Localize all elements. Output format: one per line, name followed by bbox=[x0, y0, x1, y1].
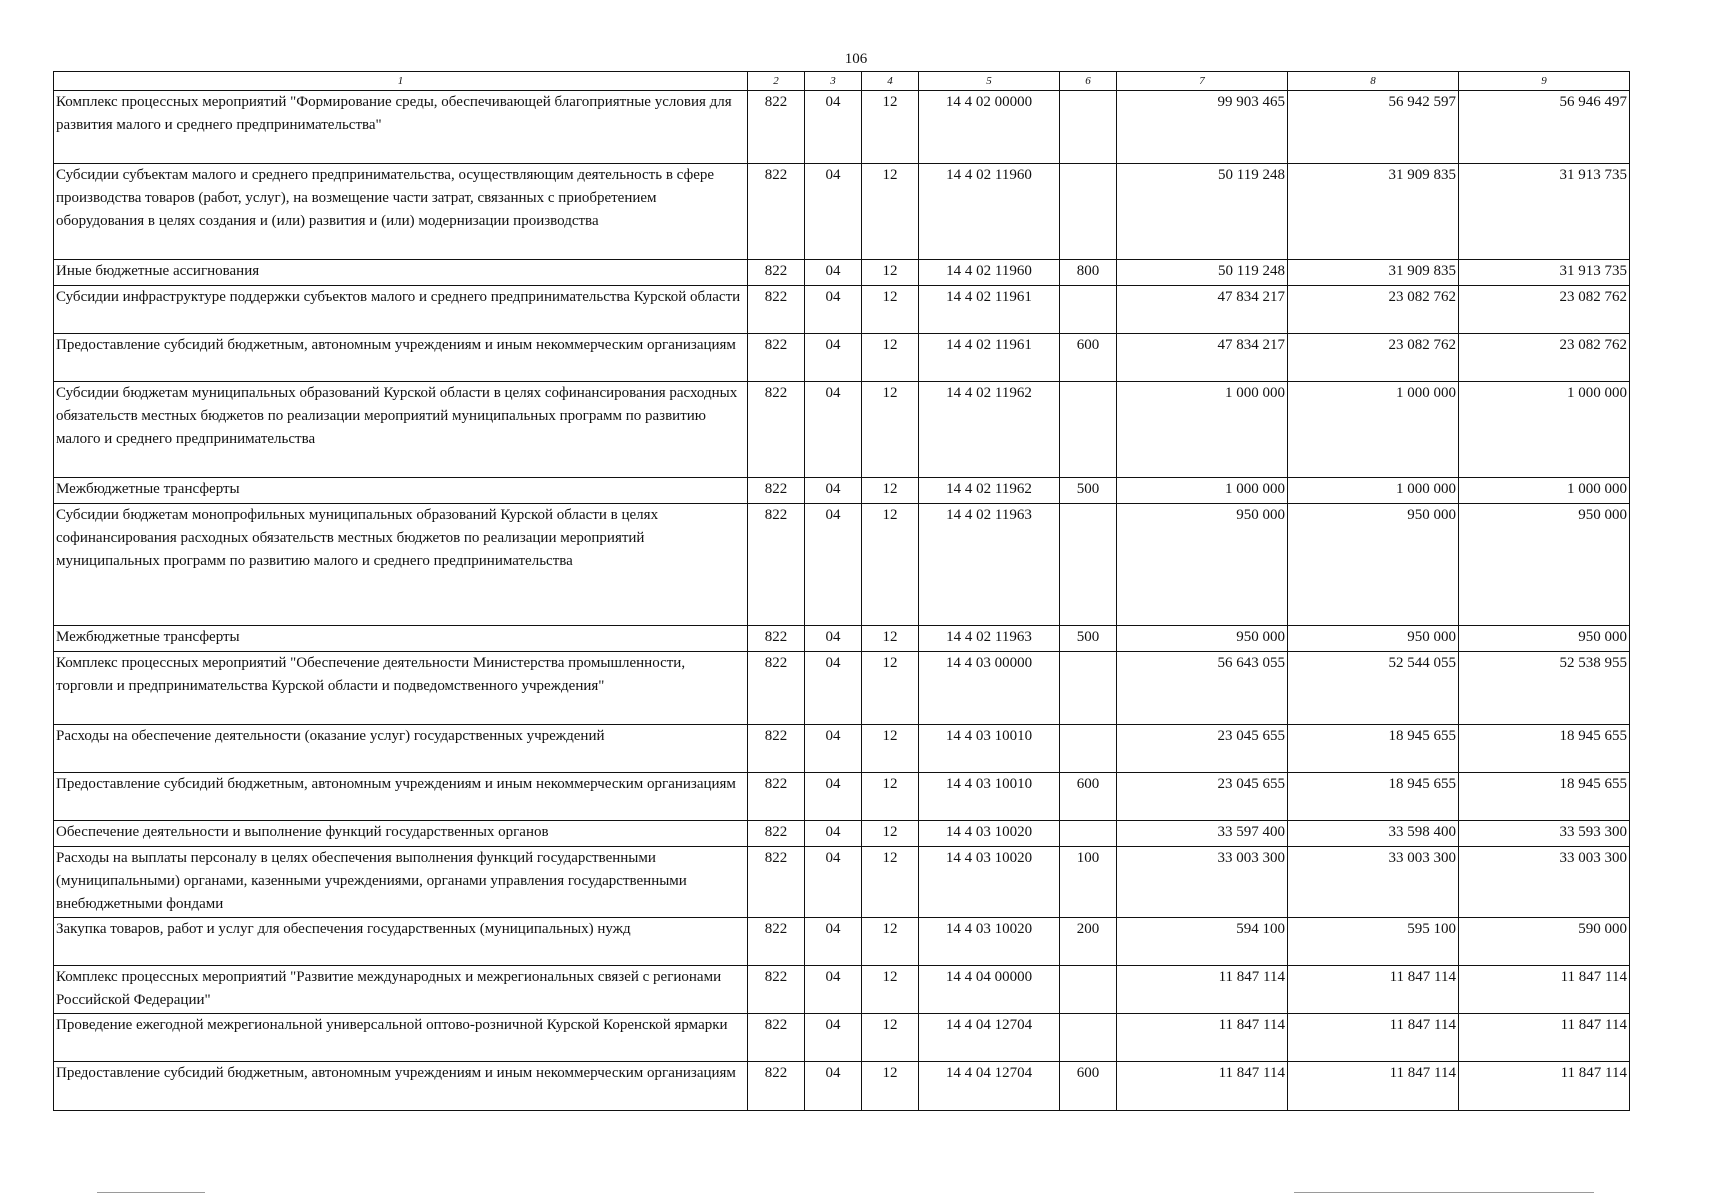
amount-col-8: 31 909 835 bbox=[1288, 164, 1459, 260]
section-code: 04 bbox=[805, 91, 862, 164]
table-row bbox=[54, 504, 1630, 626]
amount-col-8: 11 847 114 bbox=[1288, 1062, 1459, 1111]
amount-col-8: 23 082 762 bbox=[1288, 334, 1459, 382]
amount-col-8: 11 847 114 bbox=[1288, 1014, 1459, 1062]
column-number: 9 bbox=[1459, 72, 1630, 91]
amount-col-8: 11 847 114 bbox=[1288, 966, 1459, 1014]
amount-col-9: 18 945 655 bbox=[1459, 725, 1630, 773]
subsection-code: 12 bbox=[862, 91, 919, 164]
expense-type-code: 100 bbox=[1060, 847, 1117, 918]
subsection-code: 12 bbox=[862, 260, 919, 286]
amount-col-9: 950 000 bbox=[1459, 504, 1630, 626]
expense-type-code bbox=[1060, 725, 1117, 773]
ministry-code: 822 bbox=[748, 725, 805, 773]
row-description: Расходы на выплаты персоналу в целях обеспечения выполнения функций государственными (муниципальными) органами, казенными учреждениями, органами управления государственными внебюджетными фондами bbox=[54, 847, 748, 918]
amount-col-7: 11 847 114 bbox=[1117, 966, 1288, 1014]
table-row bbox=[54, 918, 1630, 966]
section-code: 04 bbox=[805, 966, 862, 1014]
row-description: Проведение ежегодной межрегиональной универсальной оптово-розничной Курской Коренской ярмарки bbox=[54, 1014, 748, 1062]
subsection-code: 12 bbox=[862, 286, 919, 334]
section-code: 04 bbox=[805, 1014, 862, 1062]
amount-col-7: 99 903 465 bbox=[1117, 91, 1288, 164]
ministry-code: 822 bbox=[748, 966, 805, 1014]
amount-col-7: 33 003 300 bbox=[1117, 847, 1288, 918]
expense-type-code: 800 bbox=[1060, 260, 1117, 286]
amount-col-7: 594 100 bbox=[1117, 918, 1288, 966]
amount-col-7: 23 045 655 bbox=[1117, 773, 1288, 821]
subsection-code: 12 bbox=[862, 1014, 919, 1062]
target-article-code: 14 4 04 00000 bbox=[919, 966, 1060, 1014]
section-code: 04 bbox=[805, 821, 862, 847]
expense-type-code bbox=[1060, 966, 1117, 1014]
subsection-code: 12 bbox=[862, 966, 919, 1014]
expense-type-code: 600 bbox=[1060, 773, 1117, 821]
target-article-code: 14 4 04 12704 bbox=[919, 1062, 1060, 1111]
section-code: 04 bbox=[805, 652, 862, 725]
amount-col-7: 56 643 055 bbox=[1117, 652, 1288, 725]
section-code: 04 bbox=[805, 1062, 862, 1111]
amount-col-9: 56 946 497 bbox=[1459, 91, 1630, 164]
section-code: 04 bbox=[805, 260, 862, 286]
expense-type-code bbox=[1060, 652, 1117, 725]
ministry-code: 822 bbox=[748, 773, 805, 821]
amount-col-9: 18 945 655 bbox=[1459, 773, 1630, 821]
expense-type-code bbox=[1060, 164, 1117, 260]
target-article-code: 14 4 02 11960 bbox=[919, 164, 1060, 260]
amount-col-8: 33 003 300 bbox=[1288, 847, 1459, 918]
amount-col-8: 950 000 bbox=[1288, 504, 1459, 626]
table-row bbox=[54, 334, 1630, 382]
amount-col-7: 47 834 217 bbox=[1117, 334, 1288, 382]
subsection-code: 12 bbox=[862, 504, 919, 626]
table-row bbox=[54, 382, 1630, 478]
amount-col-8: 52 544 055 bbox=[1288, 652, 1459, 725]
section-code: 04 bbox=[805, 504, 862, 626]
target-article-code: 14 4 03 00000 bbox=[919, 652, 1060, 725]
table-row bbox=[54, 652, 1630, 725]
subsection-code: 12 bbox=[862, 847, 919, 918]
amount-col-7: 11 847 114 bbox=[1117, 1062, 1288, 1111]
budget-table bbox=[53, 71, 1630, 1111]
subsection-code: 12 bbox=[862, 334, 919, 382]
table-row bbox=[54, 725, 1630, 773]
amount-col-9: 11 847 114 bbox=[1459, 1014, 1630, 1062]
amount-col-9: 23 082 762 bbox=[1459, 286, 1630, 334]
amount-col-9: 1 000 000 bbox=[1459, 382, 1630, 478]
amount-col-7: 11 847 114 bbox=[1117, 1014, 1288, 1062]
amount-col-8: 18 945 655 bbox=[1288, 725, 1459, 773]
amount-col-8: 56 942 597 bbox=[1288, 91, 1459, 164]
amount-col-8: 23 082 762 bbox=[1288, 286, 1459, 334]
amount-col-8: 31 909 835 bbox=[1288, 260, 1459, 286]
table-row bbox=[54, 847, 1630, 918]
target-article-code: 14 4 03 10010 bbox=[919, 725, 1060, 773]
ministry-code: 822 bbox=[748, 821, 805, 847]
amount-col-8: 33 598 400 bbox=[1288, 821, 1459, 847]
column-number: 8 bbox=[1288, 72, 1459, 91]
column-number: 1 bbox=[54, 72, 748, 91]
amount-col-9: 33 593 300 bbox=[1459, 821, 1630, 847]
expense-type-code bbox=[1060, 821, 1117, 847]
subsection-code: 12 bbox=[862, 626, 919, 652]
expense-type-code bbox=[1060, 504, 1117, 626]
amount-col-8: 18 945 655 bbox=[1288, 773, 1459, 821]
row-description: Комплекс процессных мероприятий "Формирование среды, обеспечивающей благоприятные условия для развития малого и среднего предпринимательства" bbox=[54, 91, 748, 164]
ministry-code: 822 bbox=[748, 1062, 805, 1111]
table-row bbox=[54, 773, 1630, 821]
table-row bbox=[54, 91, 1630, 164]
row-description: Расходы на обеспечение деятельности (оказание услуг) государственных учреждений bbox=[54, 725, 748, 773]
amount-col-9: 31 913 735 bbox=[1459, 260, 1630, 286]
target-article-code: 14 4 02 11962 bbox=[919, 478, 1060, 504]
amount-col-8: 1 000 000 bbox=[1288, 478, 1459, 504]
amount-col-7: 950 000 bbox=[1117, 504, 1288, 626]
column-number: 6 bbox=[1060, 72, 1117, 91]
ministry-code: 822 bbox=[748, 260, 805, 286]
row-description: Предоставление субсидий бюджетным, автономным учреждениям и иным некоммерческим организациям bbox=[54, 1062, 748, 1111]
column-number: 2 bbox=[748, 72, 805, 91]
row-description: Предоставление субсидий бюджетным, автономным учреждениям и иным некоммерческим организациям bbox=[54, 773, 748, 821]
ministry-code: 822 bbox=[748, 382, 805, 478]
amount-col-8: 595 100 bbox=[1288, 918, 1459, 966]
target-article-code: 14 4 02 11961 bbox=[919, 334, 1060, 382]
row-description: Комплекс процессных мероприятий "Обеспечение деятельности Министерства промышленности, торговли и предпринимательства Курской области и подведомственного учреждения" bbox=[54, 652, 748, 725]
target-article-code: 14 4 03 10020 bbox=[919, 918, 1060, 966]
column-number: 3 bbox=[805, 72, 862, 91]
row-description: Межбюджетные трансферты bbox=[54, 626, 748, 652]
amount-col-7: 50 119 248 bbox=[1117, 164, 1288, 260]
row-description: Субсидии инфраструктуре поддержки субъектов малого и среднего предпринимательства Курской области bbox=[54, 286, 748, 334]
amount-col-7: 50 119 248 bbox=[1117, 260, 1288, 286]
amount-col-8: 950 000 bbox=[1288, 626, 1459, 652]
table-row bbox=[54, 286, 1630, 334]
target-article-code: 14 4 02 11961 bbox=[919, 286, 1060, 334]
section-code: 04 bbox=[805, 286, 862, 334]
amount-col-7: 47 834 217 bbox=[1117, 286, 1288, 334]
column-number: 7 bbox=[1117, 72, 1288, 91]
target-article-code: 14 4 02 11960 bbox=[919, 260, 1060, 286]
table-row bbox=[54, 1062, 1630, 1111]
target-article-code: 14 4 04 12704 bbox=[919, 1014, 1060, 1062]
amount-col-9: 52 538 955 bbox=[1459, 652, 1630, 725]
amount-col-9: 31 913 735 bbox=[1459, 164, 1630, 260]
table-row bbox=[54, 966, 1630, 1014]
subsection-code: 12 bbox=[862, 164, 919, 260]
target-article-code: 14 4 03 10020 bbox=[919, 821, 1060, 847]
expense-type-code: 200 bbox=[1060, 918, 1117, 966]
table-row bbox=[54, 821, 1630, 847]
amount-col-9: 23 082 762 bbox=[1459, 334, 1630, 382]
row-description: Закупка товаров, работ и услуг для обеспечения государственных (муниципальных) нужд bbox=[54, 918, 748, 966]
ministry-code: 822 bbox=[748, 164, 805, 260]
row-description: Предоставление субсидий бюджетным, автономным учреждениям и иным некоммерческим организациям bbox=[54, 334, 748, 382]
ministry-code: 822 bbox=[748, 847, 805, 918]
expense-type-code: 600 bbox=[1060, 334, 1117, 382]
expense-type-code: 600 bbox=[1060, 1062, 1117, 1111]
amount-col-7: 23 045 655 bbox=[1117, 725, 1288, 773]
row-description: Комплекс процессных мероприятий "Развитие международных и межрегиональных связей с регионами Российской Федерации" bbox=[54, 966, 748, 1014]
expense-type-code bbox=[1060, 91, 1117, 164]
target-article-code: 14 4 02 00000 bbox=[919, 91, 1060, 164]
amount-col-9: 11 847 114 bbox=[1459, 1062, 1630, 1111]
footer-rule-right bbox=[1294, 1192, 1594, 1193]
table-row bbox=[54, 260, 1630, 286]
subsection-code: 12 bbox=[862, 725, 919, 773]
subsection-code: 12 bbox=[862, 1062, 919, 1111]
amount-col-9: 950 000 bbox=[1459, 626, 1630, 652]
subsection-code: 12 bbox=[862, 773, 919, 821]
row-description: Межбюджетные трансферты bbox=[54, 478, 748, 504]
row-description: Субсидии субъектам малого и среднего предпринимательства, осуществляющим деятельность в сфере производства товаров (работ, услуг), на возмещение части затрат, связанных с приобретением оборудования в целях создания и (или) развития и (или) модернизации производства bbox=[54, 164, 748, 260]
section-code: 04 bbox=[805, 918, 862, 966]
section-code: 04 bbox=[805, 478, 862, 504]
expense-type-code bbox=[1060, 1014, 1117, 1062]
column-number-row bbox=[54, 72, 1630, 91]
target-article-code: 14 4 02 11963 bbox=[919, 626, 1060, 652]
section-code: 04 bbox=[805, 626, 862, 652]
section-code: 04 bbox=[805, 847, 862, 918]
ministry-code: 822 bbox=[748, 652, 805, 725]
section-code: 04 bbox=[805, 725, 862, 773]
column-number: 5 bbox=[919, 72, 1060, 91]
amount-col-7: 950 000 bbox=[1117, 626, 1288, 652]
ministry-code: 822 bbox=[748, 504, 805, 626]
amount-col-9: 33 003 300 bbox=[1459, 847, 1630, 918]
table-row bbox=[54, 1014, 1630, 1062]
amount-col-7: 1 000 000 bbox=[1117, 478, 1288, 504]
column-number: 4 bbox=[862, 72, 919, 91]
amount-col-7: 1 000 000 bbox=[1117, 382, 1288, 478]
table-row bbox=[54, 164, 1630, 260]
table-row bbox=[54, 626, 1630, 652]
section-code: 04 bbox=[805, 382, 862, 478]
ministry-code: 822 bbox=[748, 1014, 805, 1062]
amount-col-8: 1 000 000 bbox=[1288, 382, 1459, 478]
subsection-code: 12 bbox=[862, 918, 919, 966]
ministry-code: 822 bbox=[748, 478, 805, 504]
ministry-code: 822 bbox=[748, 626, 805, 652]
target-article-code: 14 4 02 11962 bbox=[919, 382, 1060, 478]
row-description: Субсидии бюджетам монопрофильных муниципальных образований Курской области в целях софинансирования расходных обязательств местных бюджетов по реализации мероприятий муниципальных программ по развитию малого и среднего предпринимательства bbox=[54, 504, 748, 626]
subsection-code: 12 bbox=[862, 382, 919, 478]
expense-type-code: 500 bbox=[1060, 478, 1117, 504]
page-number: 106 bbox=[844, 51, 868, 67]
expense-type-code bbox=[1060, 382, 1117, 478]
amount-col-9: 590 000 bbox=[1459, 918, 1630, 966]
section-code: 04 bbox=[805, 334, 862, 382]
subsection-code: 12 bbox=[862, 478, 919, 504]
expense-type-code: 500 bbox=[1060, 626, 1117, 652]
section-code: 04 bbox=[805, 773, 862, 821]
footer-rule-left bbox=[97, 1192, 205, 1193]
amount-col-9: 11 847 114 bbox=[1459, 966, 1630, 1014]
ministry-code: 822 bbox=[748, 334, 805, 382]
target-article-code: 14 4 03 10020 bbox=[919, 847, 1060, 918]
section-code: 04 bbox=[805, 164, 862, 260]
target-article-code: 14 4 02 11963 bbox=[919, 504, 1060, 626]
subsection-code: 12 bbox=[862, 821, 919, 847]
row-description: Обеспечение деятельности и выполнение функций государственных органов bbox=[54, 821, 748, 847]
ministry-code: 822 bbox=[748, 286, 805, 334]
expense-type-code bbox=[1060, 286, 1117, 334]
ministry-code: 822 bbox=[748, 91, 805, 164]
row-description: Субсидии бюджетам муниципальных образований Курской области в целях софинансирования расходных обязательств местных бюджетов по реализации мероприятий муниципальных программ по развитию малого и среднего предпринимательства bbox=[54, 382, 748, 478]
row-description: Иные бюджетные ассигнования bbox=[54, 260, 748, 286]
amount-col-7: 33 597 400 bbox=[1117, 821, 1288, 847]
ministry-code: 822 bbox=[748, 918, 805, 966]
subsection-code: 12 bbox=[862, 652, 919, 725]
target-article-code: 14 4 03 10010 bbox=[919, 773, 1060, 821]
amount-col-9: 1 000 000 bbox=[1459, 478, 1630, 504]
table-row bbox=[54, 478, 1630, 504]
